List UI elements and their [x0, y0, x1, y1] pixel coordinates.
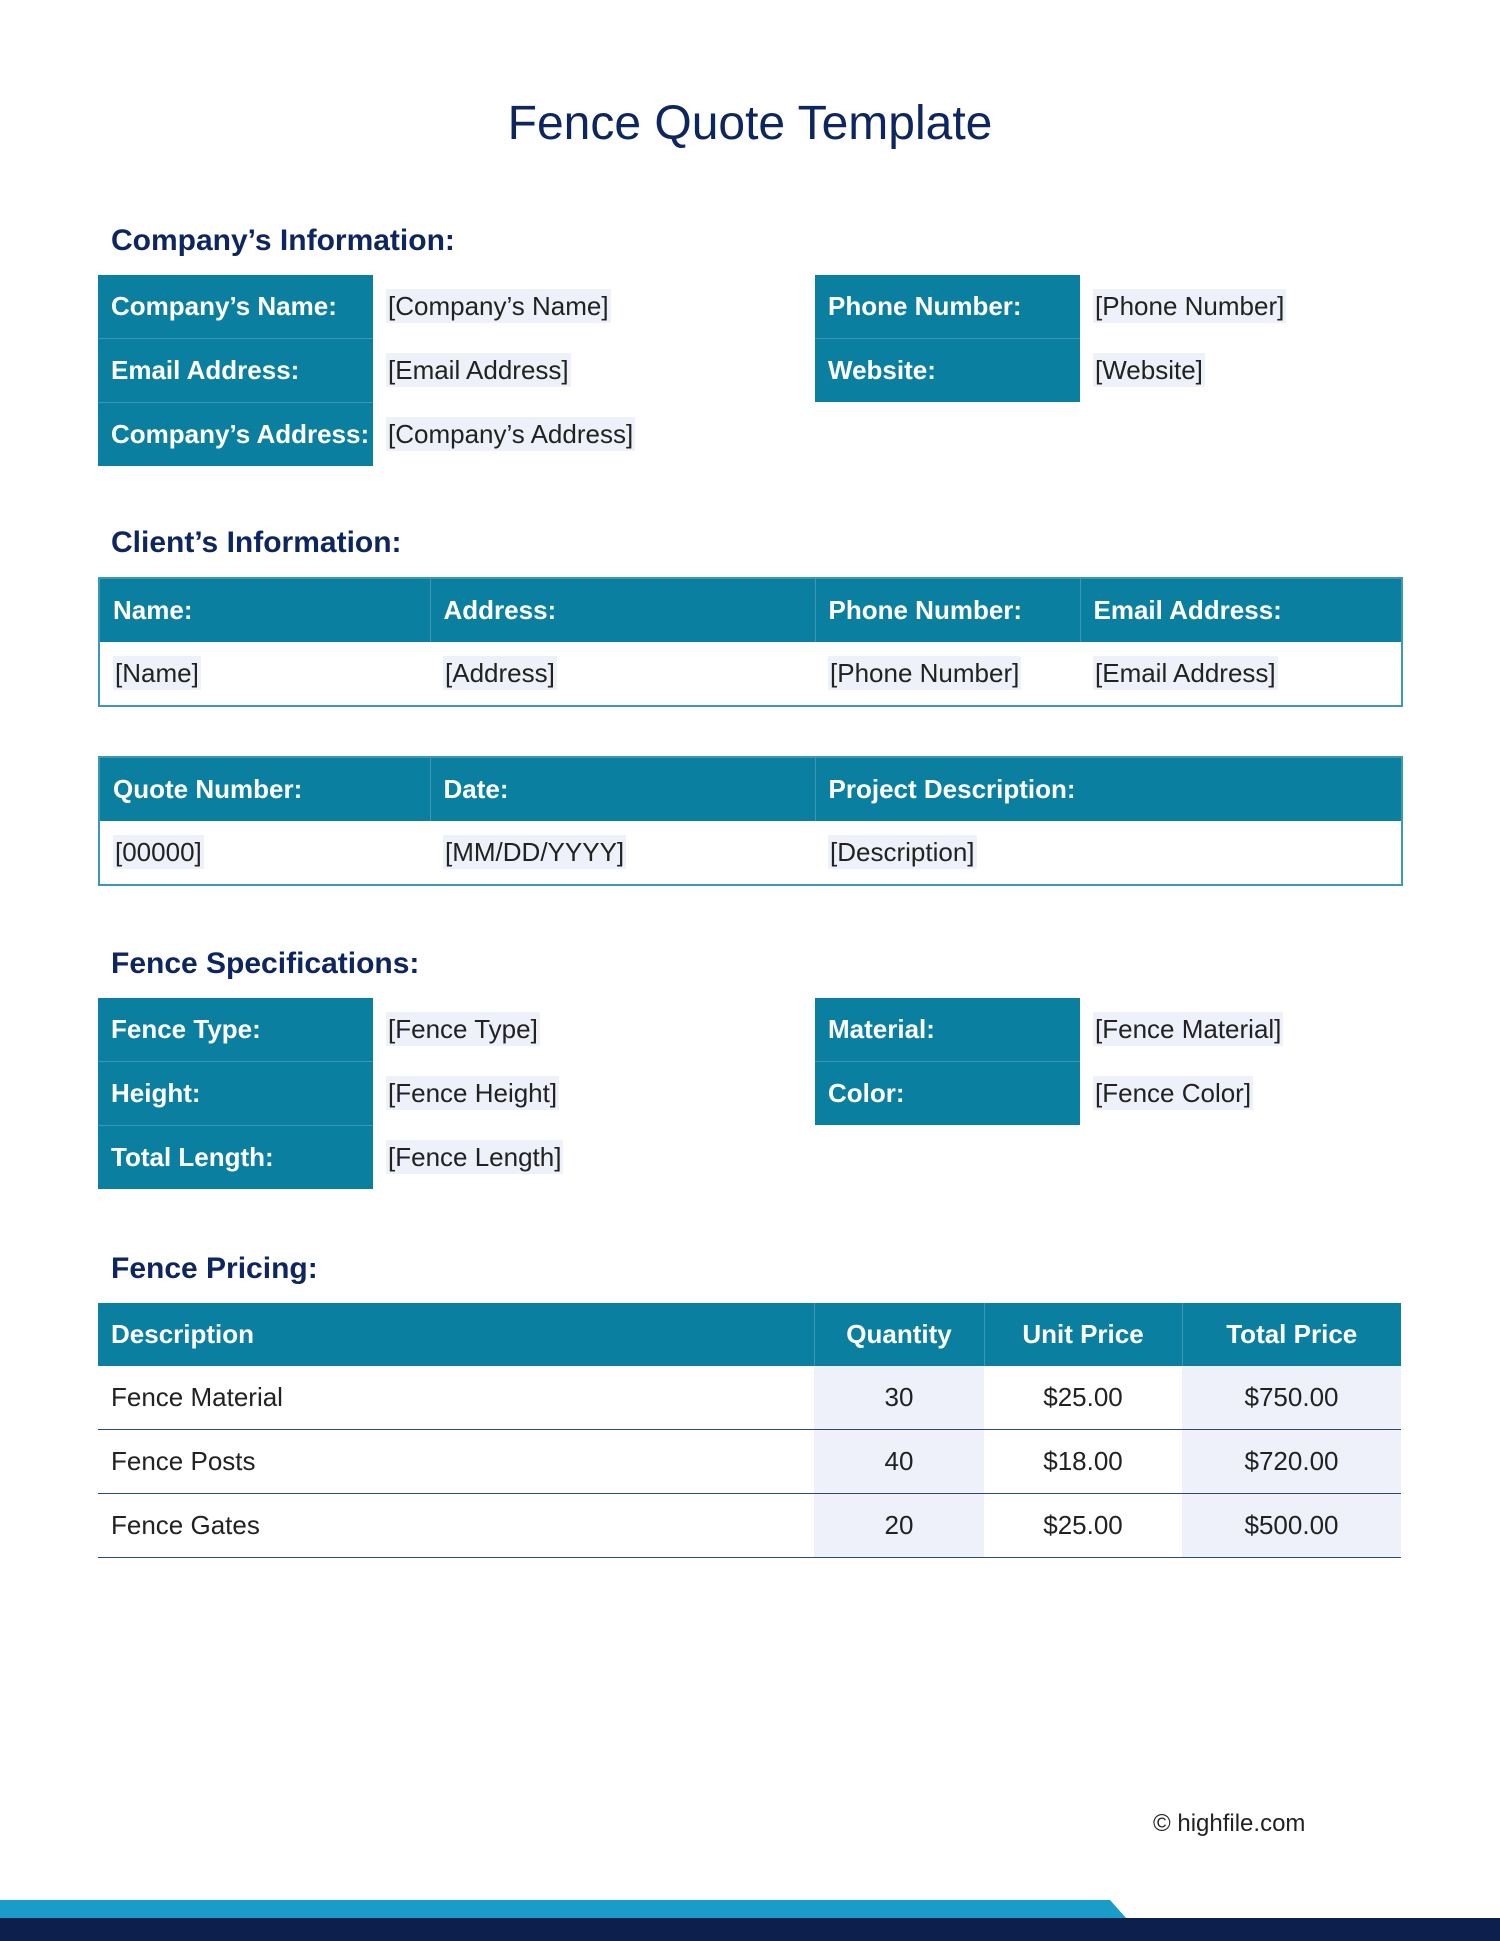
- row-description[interactable]: Fence Material: [98, 1366, 814, 1430]
- company-info-right-table: [815, 275, 1401, 402]
- company-info-left-table: [98, 275, 778, 466]
- total-price-header: Total Price: [1182, 1303, 1401, 1366]
- client-address-field[interactable]: [Address]: [445, 658, 555, 688]
- quote-header-row: [99, 757, 1402, 821]
- project-description-header: Project Description:: [815, 757, 1402, 821]
- bottom-decorative-band: [0, 1900, 1500, 1941]
- client-name-header: Name:: [99, 578, 430, 642]
- fence-pricing-table: [98, 1303, 1401, 1558]
- company-name-label: Company’s Name:: [98, 275, 373, 339]
- company-website-field[interactable]: [Website]: [1095, 354, 1203, 385]
- unit-price-header: Unit Price: [984, 1303, 1182, 1366]
- fence-height-label: Height:: [98, 1062, 373, 1126]
- fence-material-label: Material:: [815, 998, 1080, 1062]
- company-address-row: [98, 403, 778, 467]
- company-email-label: Email Address:: [98, 339, 373, 403]
- page-title: Fence Quote Template: [507, 97, 993, 150]
- company-name-row: [98, 275, 778, 339]
- fence-length-row: [98, 1126, 778, 1190]
- client-email-field[interactable]: [Email Address]: [1095, 658, 1276, 688]
- quote-number-field[interactable]: [00000]: [115, 837, 202, 867]
- fence-color-row: [815, 1062, 1401, 1126]
- row-quantity[interactable]: 30: [814, 1366, 984, 1430]
- row-description[interactable]: Fence Posts: [98, 1430, 814, 1494]
- company-email-field[interactable]: [Email Address]: [388, 355, 569, 385]
- table-row: [98, 1366, 1401, 1430]
- pricing-header-row: [98, 1303, 1401, 1366]
- description-header: Description: [98, 1303, 814, 1366]
- quantity-header: Quantity: [814, 1303, 984, 1366]
- row-total-price[interactable]: $750.00: [1182, 1366, 1401, 1430]
- fence-type-row: [98, 998, 778, 1062]
- company-name-field[interactable]: [Company’s Name]: [388, 291, 609, 322]
- fence-specs-right-table: [815, 998, 1401, 1125]
- fence-color-label: Color:: [815, 1062, 1080, 1126]
- client-header-row: [99, 578, 1402, 642]
- fence-material-row: [815, 998, 1401, 1062]
- fence-specs-left-table: [98, 998, 778, 1189]
- company-phone-field[interactable]: [Phone Number]: [1095, 291, 1285, 322]
- fence-specs-heading: Fence Specifications:: [111, 947, 420, 980]
- client-phone-header: Phone Number:: [815, 578, 1080, 642]
- client-value-row: [99, 642, 1402, 706]
- copyright-note: © highfile.com: [1153, 1810, 1306, 1837]
- client-info-heading: Client’s Information:: [111, 526, 402, 559]
- row-quantity[interactable]: 40: [814, 1430, 984, 1494]
- quote-value-row: [99, 821, 1402, 885]
- fence-length-field[interactable]: [Fence Length]: [388, 1141, 562, 1172]
- fence-type-label: Fence Type:: [98, 998, 373, 1062]
- row-total-price[interactable]: $720.00: [1182, 1430, 1401, 1494]
- company-address-label: Company’s Address:: [98, 403, 373, 467]
- client-email-header: Email Address:: [1080, 578, 1402, 642]
- row-total-price[interactable]: $500.00: [1182, 1494, 1401, 1558]
- fence-height-row: [98, 1062, 778, 1126]
- quote-date-field[interactable]: [MM/DD/YYYY]: [445, 837, 625, 867]
- client-phone-field[interactable]: [Phone Number]: [830, 658, 1020, 688]
- project-description-field[interactable]: [Description]: [830, 837, 975, 867]
- fence-length-label: Total Length:: [98, 1126, 373, 1190]
- client-name-field[interactable]: [Name]: [115, 658, 199, 688]
- fence-color-field[interactable]: [Fence Color]: [1095, 1077, 1252, 1108]
- company-phone-label: Phone Number:: [815, 275, 1080, 339]
- row-description[interactable]: Fence Gates: [98, 1494, 814, 1558]
- company-phone-row: [815, 275, 1401, 339]
- company-info-heading: Company’s Information:: [111, 224, 455, 257]
- fence-pricing-heading: Fence Pricing:: [111, 1252, 318, 1285]
- quote-date-header: Date:: [430, 757, 815, 821]
- row-unit-price[interactable]: $18.00: [984, 1430, 1182, 1494]
- client-info-table: [98, 577, 1403, 707]
- company-email-row: [98, 339, 778, 403]
- row-unit-price[interactable]: $25.00: [984, 1366, 1182, 1430]
- fence-height-field[interactable]: [Fence Height]: [388, 1078, 558, 1108]
- row-unit-price[interactable]: $25.00: [984, 1494, 1182, 1558]
- client-address-header: Address:: [430, 578, 815, 642]
- table-row: [98, 1494, 1401, 1558]
- company-address-field[interactable]: [Company’s Address]: [388, 418, 634, 449]
- table-row: [98, 1430, 1401, 1494]
- fence-type-field[interactable]: [Fence Type]: [388, 1014, 538, 1045]
- company-website-label: Website:: [815, 339, 1080, 403]
- quote-number-header: Quote Number:: [99, 757, 430, 821]
- quote-info-table: [98, 756, 1403, 886]
- company-website-row: [815, 339, 1401, 403]
- fence-material-field[interactable]: [Fence Material]: [1095, 1014, 1282, 1045]
- row-quantity[interactable]: 20: [814, 1494, 984, 1558]
